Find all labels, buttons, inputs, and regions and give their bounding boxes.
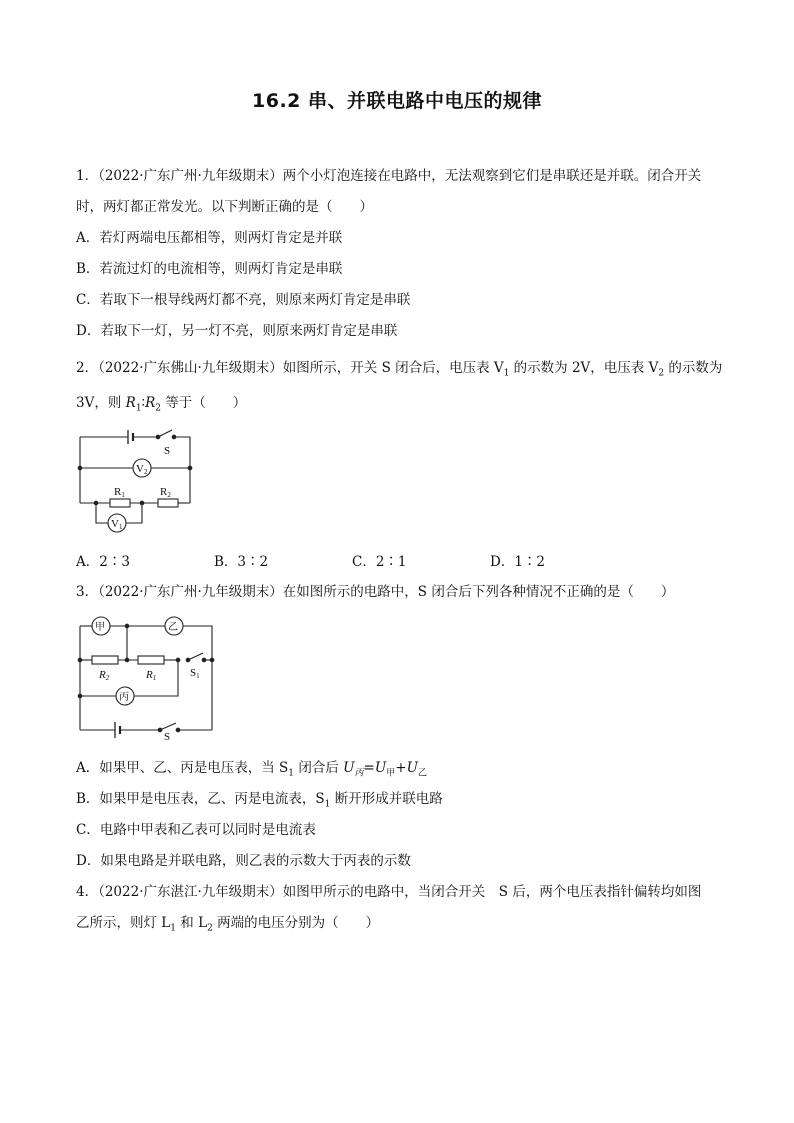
q3-r2-label: R2 — [99, 669, 110, 682]
q1-option-d: D．若取下一灯，另一灯不亮，则原来两灯肯定是串联 — [76, 323, 398, 339]
q2-option-a: A．2∶3 — [76, 554, 130, 570]
q3-stem: 3．（2022·广东广州·九年级期末）在如图所示的电路中，S 闭合后下列各种情况不正确的是（ ） — [76, 584, 675, 600]
q3-option-d: D．如果电路是并联电路，则乙表的示数大于丙表的示数 — [76, 853, 411, 869]
q2-option-b: B．3∶2 — [214, 554, 269, 570]
q2-switch-label: S — [164, 445, 171, 457]
q2-circuit-diagram — [70, 425, 200, 535]
q3-s-label: S — [164, 731, 171, 743]
q3-meter-bing-label: 丙 — [119, 692, 129, 703]
q2-option-c: C．2∶1 — [352, 554, 407, 570]
q1-stem-line2: 时，两灯都正常发光。以下判断正确的是（ ） — [76, 199, 373, 215]
q3-option-a: A．如果甲、乙、丙是电压表，当 $S_1$ 闭合后 $U_丙=U_甲+U_乙$ — [76, 760, 427, 779]
q3-s1-label: S1 — [190, 667, 200, 680]
q2-stem-line2: 3V，则 $R_1∶R_2$ 等于（ ） — [76, 395, 247, 414]
q3-option-c: C．电路中甲表和乙表可以同时是电流表 — [76, 822, 316, 838]
q2-r2-label: R2 — [160, 486, 171, 499]
q3-meter-yi-label: 乙 — [168, 622, 178, 633]
q2-v2-label: V2 — [136, 463, 148, 476]
q1-option-b: B．若流过灯的电流相等，则两灯肯定是串联 — [76, 261, 343, 277]
q2-stem-line1: 2．（2022·广东佛山·九年级期末）如图所示，开关 S 闭合后，电压表 $V_1$ 的示数为 2V，电压表 $V_2$ 的示数为 — [76, 360, 723, 379]
q1-stem-line1: 1．（2022·广东广州·九年级期末）两个小灯泡连接在电路中，无法观察到它们是串联还是并联。闭合开关 — [76, 168, 702, 184]
q2-v1-label: V1 — [111, 518, 123, 531]
q2-r1-label: R1 — [114, 486, 125, 499]
q3-option-b: B．如果甲是电压表，乙、丙是电流表，$S_1$ 断开形成并联电路 — [76, 791, 443, 810]
q1-option-c: C．若取下一根导线两灯都不亮，则原来两灯肯定是串联 — [76, 292, 411, 308]
q2-option-d: D．1∶2 — [490, 554, 546, 570]
q1-option-a: A．若灯两端电压都相等，则两灯肯定是并联 — [76, 230, 343, 246]
q3-r1-label: R1 — [146, 669, 157, 682]
q3-circuit-diagram — [70, 612, 220, 742]
q4-stem-line2: 乙所示，则灯 $L_1$ 和 $L_2$ 两端的电压分别为（ ） — [76, 915, 380, 934]
page-title: 16.2 串、并联电路中电压的规律 — [252, 90, 542, 112]
q3-meter-jia-label: 甲 — [95, 622, 105, 633]
q4-stem-line1: 4．（2022·广东湛江·九年级期末）如图甲所示的电路中，当闭合开关 S 后，两个电压表指针偏转均如图 — [76, 884, 702, 900]
